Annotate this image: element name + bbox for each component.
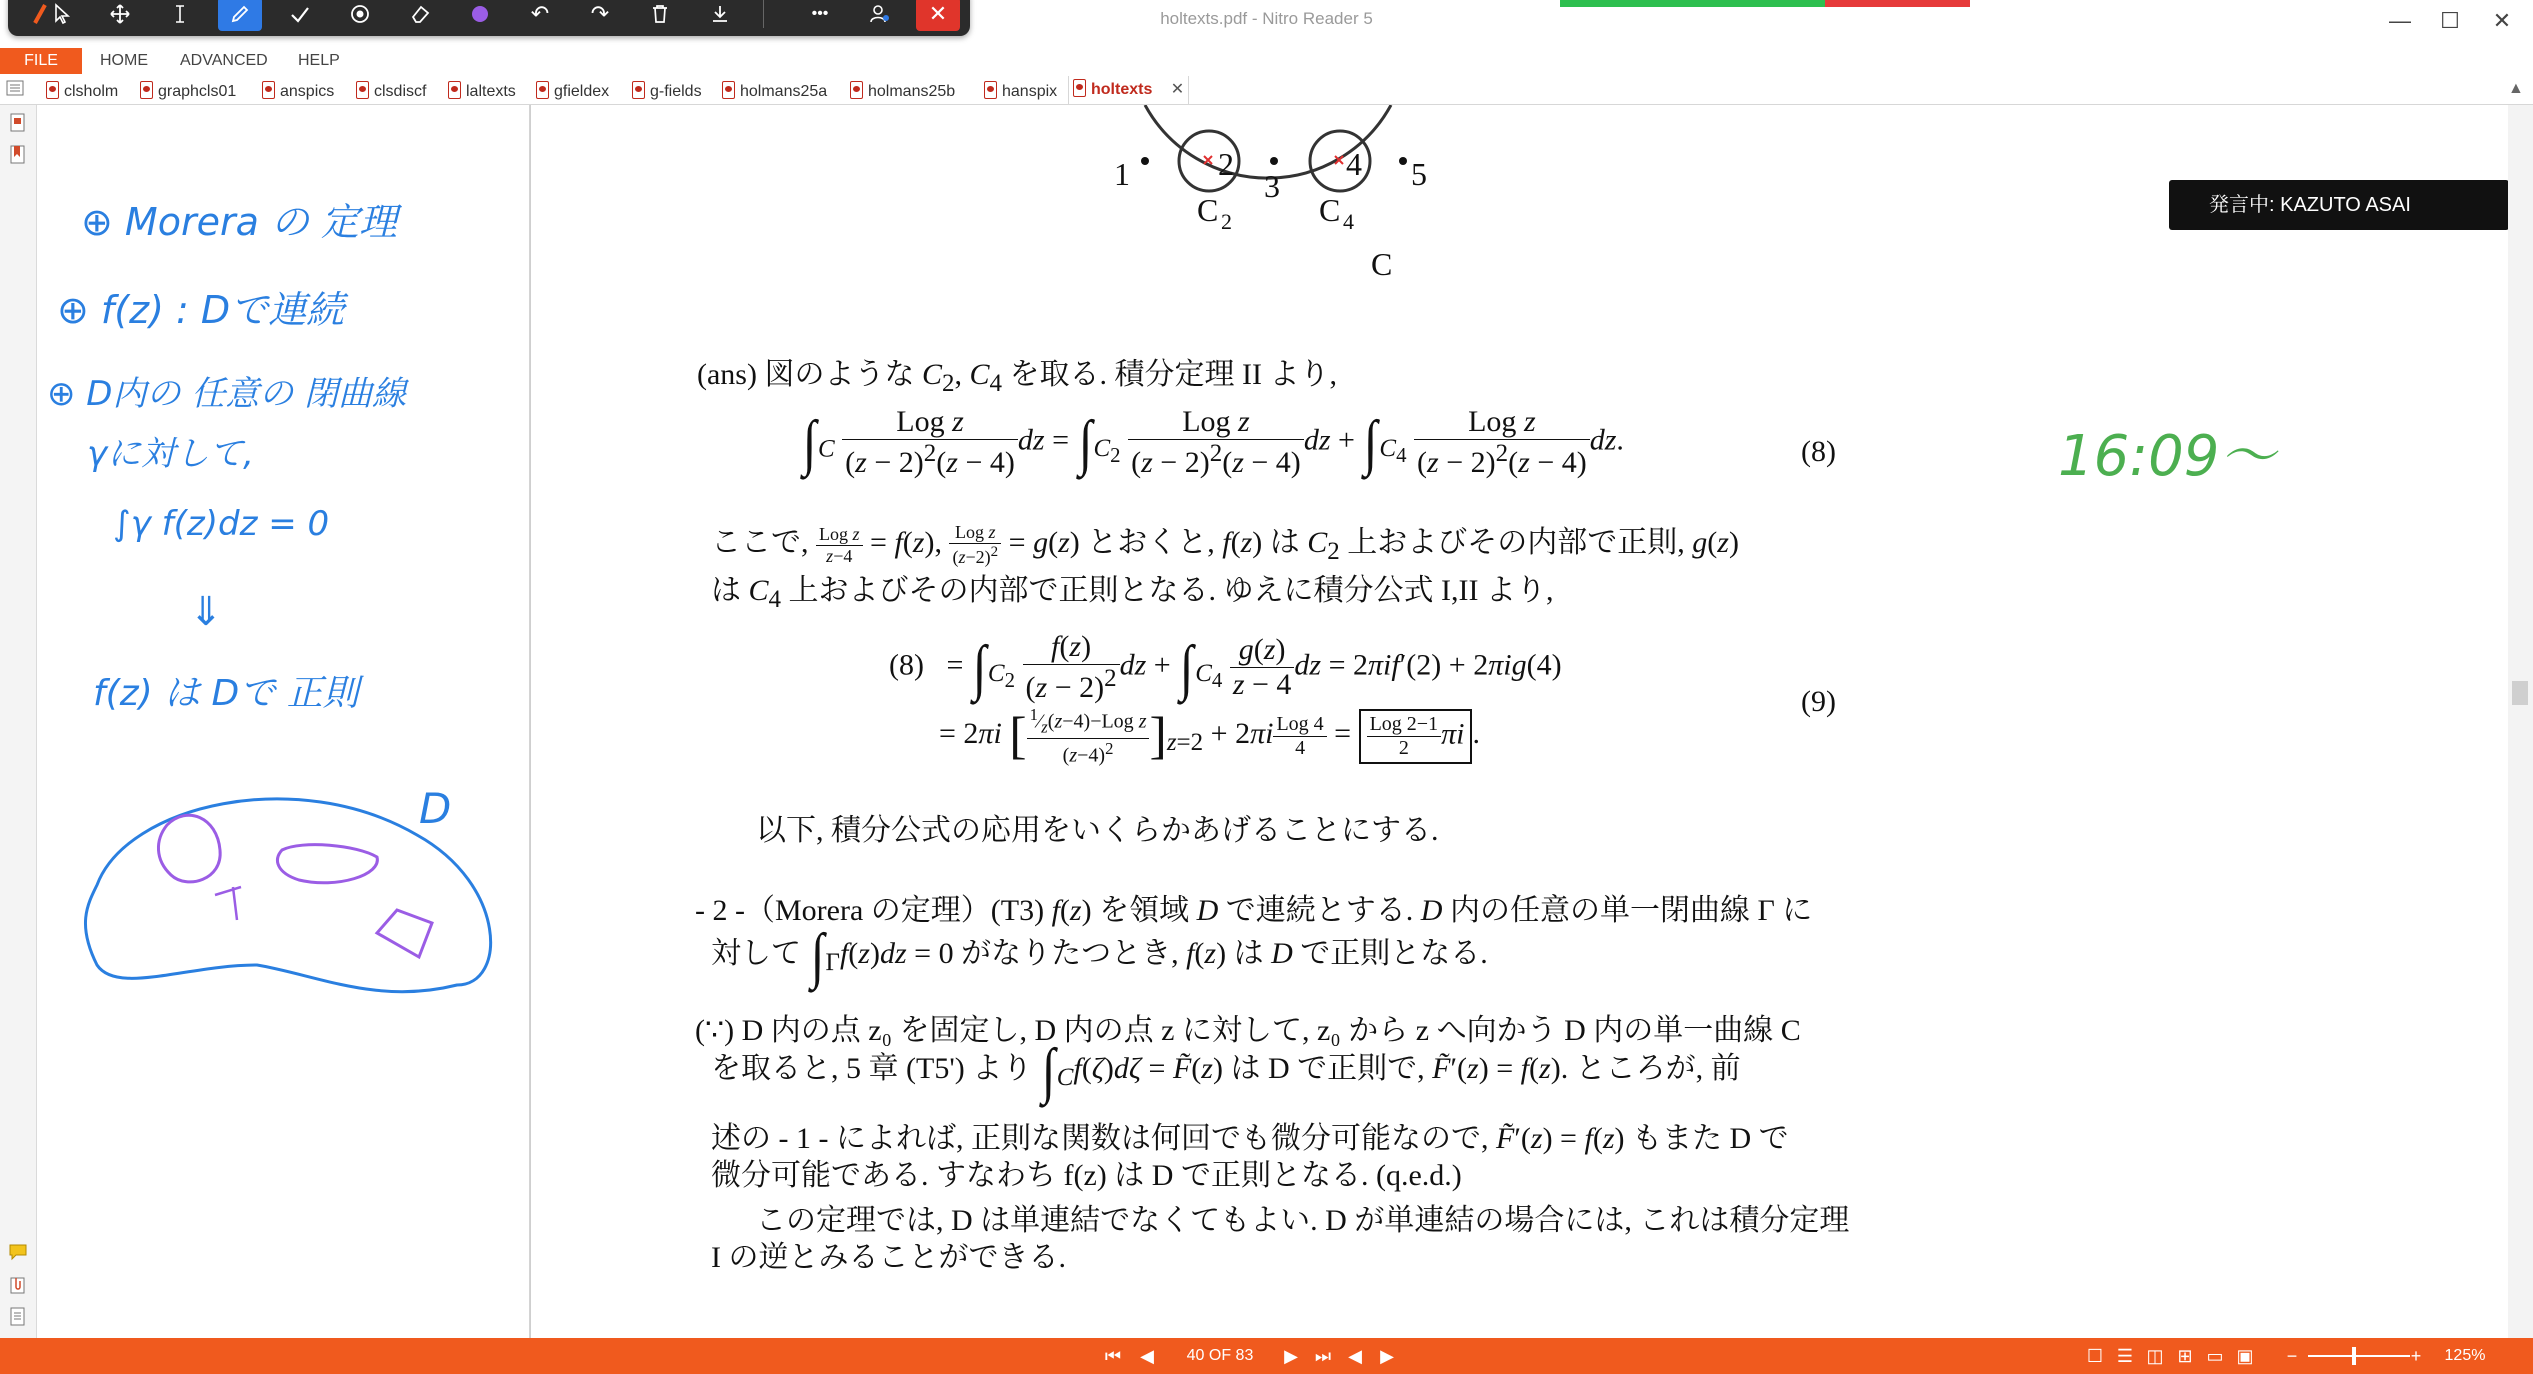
annotation-toolbar [8, 0, 970, 36]
tab-holtexts[interactable]: holtexts ✕ [1068, 76, 1189, 104]
tab-clsholm[interactable]: clsholm [46, 78, 118, 102]
next-page-icon[interactable]: ▶ [1284, 1346, 1298, 1366]
move-icon[interactable] [98, 0, 142, 31]
pdf-file-icon [140, 81, 153, 99]
zoom-slider-knob[interactable] [2352, 1347, 2356, 1365]
contour-figure [531, 105, 2018, 295]
equation-8: $\int_C$ $\frac{\text{Log z}}{(z - 2)^2(z - 4)}$ dz = $\int_{C_2}$ $\frac{\text{Log z}}{(z - 2)^2(z - 4)}$ dz + $\int_{C_4}$ $\frac{\text{Log z}}{(z - 2)^2(z - 4)}$ dz. [802, 405, 1624, 479]
close-window-button[interactable]: ✕ [2492, 8, 2512, 33]
status-bar [0, 1338, 2533, 1374]
pdf-page[interactable] [530, 105, 2019, 1338]
color-picker-icon[interactable] [458, 0, 502, 31]
fit-page-icon[interactable]: ▣ [2236, 1346, 2254, 1366]
menu-advanced[interactable]: ADVANCED [180, 52, 268, 69]
hw-line-any-closed-curve: ⊕ D内の 任意の 閉曲線 [47, 374, 407, 414]
handwriting-panel [37, 105, 530, 1338]
back-view-icon[interactable]: ◀ [1348, 1346, 1362, 1366]
tab-overflow-icon[interactable]: ▲ [2508, 80, 2524, 97]
figure-label-5: 5 [1411, 156, 1427, 192]
remark-line1: この定理では, D は単連結でなくてもよい. D が単連結の場合には, これは積分定理 [756, 1204, 1850, 1237]
applications-intro: 以下, 積分公式の応用をいくらかあげることにする. [756, 814, 1439, 847]
hw-region-label: D [419, 784, 452, 833]
previous-page-icon[interactable]: ◀ [1140, 1346, 1154, 1366]
zoom-out-button[interactable]: − [2286, 1346, 2298, 1366]
figure-point-1 [1141, 157, 1149, 165]
equation-9-line1: $(8) = \int_{C_2}$ $\frac{f(z)}{(z - 2)^2}$ dz + $\int_{C_4}$ $\frac{g(z)}{z - 4}$ dz = 2πif′(2) + 2πig(4) [889, 630, 1562, 704]
paragraph-definitions: ここで, $\frac{\text{Log z}}{z-4}$ = f(z), $\frac{\text{Log z}}{(z-2)^2}$ = g(z) とおくと, f(z) は $C_2$ 上およびその内部で正則, g(z) [711, 522, 1739, 568]
hw-hole-2 [278, 845, 378, 883]
hw-hole-3 [377, 910, 432, 957]
text-cursor-icon[interactable] [158, 0, 202, 31]
bookmarks-panel-icon[interactable] [8, 145, 28, 165]
figure-label-4: 4 [1346, 146, 1362, 182]
hw-line-integral-zero: ∫γ f(z)dz = 0 [113, 504, 330, 544]
comments-panel-icon[interactable] [8, 1243, 28, 1263]
tab-g-fields[interactable]: g-fields [632, 78, 702, 102]
tab-close-icon[interactable]: ✕ [1170, 81, 1185, 98]
equation-9-line2: = 2πi [ $\frac{^1⁄_z(z-4)-Log z}{(z-4)^2}$ ]$_{z=2} + 2\pi i$ $\frac{\text{Log 4}}{4}$ = $\frac{\text{Log 2−1}}{2}$ πi . [939, 705, 1480, 767]
facing-view-icon[interactable]: ◫ [2146, 1346, 2164, 1366]
boxed-result: $\frac{\text{Log 2−1}}{2}$ πi [1359, 709, 1473, 764]
equation-8-tag: (8) [1801, 435, 1836, 468]
pdf-file-icon [984, 81, 997, 99]
left-tool-strip [0, 105, 37, 1338]
last-page-icon[interactable]: ⏭ [1314, 1346, 1332, 1366]
single-page-view-icon[interactable]: ☐ [2086, 1346, 2104, 1366]
figure-point-5 [1399, 157, 1407, 165]
maximize-button[interactable]: ☐ [2440, 8, 2460, 33]
figure-label-c4: C [1319, 192, 1341, 228]
forward-view-icon[interactable]: ▶ [1380, 1346, 1394, 1366]
pdf-file-icon [850, 81, 863, 99]
figure-label-c2-sub: 2 [1221, 209, 1232, 234]
tab-anspics[interactable]: anspics [262, 78, 334, 102]
tab-clsdiscf[interactable]: clsdiscf [356, 78, 426, 102]
eraser-icon[interactable] [398, 0, 442, 31]
output-panel-icon[interactable] [8, 1307, 28, 1327]
tab-holmans25a[interactable]: holmans25a [722, 78, 827, 102]
tab-graphcls01[interactable]: graphcls01 [140, 78, 236, 102]
continuous-view-icon[interactable]: ☰ [2116, 1346, 2134, 1366]
hw-time-note: 16:09〜 [2058, 424, 2276, 489]
figure-label-c2: C [1197, 192, 1219, 228]
speaker-banner: 発言中: KAZUTO ASAI [2169, 180, 2509, 230]
proof-line2: を取ると, 5 章 (T5') より $\int_Cf(\zeta)d\zeta$ = F̃(z) は D で正則で, F̃′(z) = f(z). ところが, 前 [711, 1037, 1741, 1105]
select-arrow-icon[interactable] [40, 0, 84, 31]
right-annotation-area [2018, 105, 2516, 1338]
tab-list-icon[interactable] [6, 79, 24, 103]
proof-line4: 微分可能である. すなわち f(z) は D で正則となる. (q.e.d.) [711, 1159, 1462, 1192]
document-tab-bar [0, 74, 2533, 105]
pdf-file-icon [632, 81, 645, 99]
pen-icon[interactable] [218, 0, 262, 31]
download-icon[interactable] [698, 0, 742, 31]
hw-line-continuous: ⊕ f(z) : Dで連続 [57, 288, 345, 332]
hw-line-holomorphic: f(z) は Dで 正則 [93, 673, 359, 714]
scrollbar-thumb[interactable] [2512, 681, 2528, 705]
equation-9-tag: (9) [1801, 685, 1836, 718]
handwriting-canvas [37, 105, 529, 1338]
pdf-file-icon [1073, 79, 1086, 97]
menu-bar [0, 48, 2533, 74]
proof-line3: 述の - 1 - によれば, 正則な関数は何回でも微分可能なので, F̃′(z) = f(z) もまた D で [711, 1122, 1789, 1155]
figure-label-c: C [1371, 246, 1393, 282]
close-toolbar-button[interactable]: ✕ [916, 0, 960, 31]
vertical-scrollbar[interactable] [2508, 105, 2533, 1338]
trash-icon[interactable] [638, 0, 682, 31]
hw-hole-1 [158, 815, 220, 882]
zoom-in-button[interactable]: + [2410, 1346, 2422, 1366]
participant-settings-icon[interactable] [858, 0, 902, 31]
hw-implies-arrow: ⇓ [189, 589, 223, 635]
tab-gfieldex[interactable]: gfieldex [536, 78, 609, 102]
ans-line: (ans) 図のような $C_2$, $C_4$ を取る. 積分定理 II より, [697, 358, 1337, 397]
tab-holmans25b[interactable]: holmans25b [850, 78, 955, 102]
figure-label-3: 3 [1264, 168, 1280, 204]
proof-line1: (∵) D 内の点 z₀ を固定し, D 内の点 z に対して, z₀ から z へ向かう D 内の単一曲線 C [695, 1014, 1801, 1047]
morera-theorem-line2: 対して $\int_\Gamma f(z)dz = 0$ がなりたつとき, f(z) は D で正則となる. [711, 922, 1488, 990]
pdf-file-icon [46, 81, 59, 99]
figure-label-c4-sub: 4 [1343, 209, 1354, 234]
pdf-file-icon [448, 81, 461, 99]
pdf-file-icon [722, 81, 735, 99]
redo-icon[interactable]: ↷ [590, 1, 610, 26]
pdf-file-icon [356, 81, 369, 99]
paragraph-definitions-line2: は $C_4$ 上およびその内部で正則となる. ゆえに積分公式 I,II より, [711, 574, 1554, 613]
undo-icon[interactable]: ↶ [530, 1, 550, 26]
page-counter[interactable]: 40 OF 83 [1186, 1347, 1254, 1364]
call-indicator [1560, 0, 1970, 7]
hw-line-morera: ⊕ Morera の 定理 [81, 200, 398, 244]
morera-theorem-line1: - 2 -（Morera の定理）(T3) f(z) を領域 D で連続とする. D 内の任意の単一閉曲線 Γ に [695, 894, 1813, 927]
laser-pointer-icon[interactable] [338, 0, 382, 31]
remark-line2: I の逆とみることができる. [711, 1241, 1066, 1274]
attachments-panel-icon[interactable] [8, 1275, 28, 1295]
tab-laltexts[interactable]: laltexts [448, 78, 516, 102]
pages-panel-icon[interactable] [8, 113, 28, 133]
hw-small-mark [215, 887, 241, 920]
menu-help[interactable]: HELP [298, 52, 340, 69]
menu-file[interactable]: FILE [0, 48, 82, 74]
figure-point-3 [1270, 157, 1278, 165]
hw-line-for-gamma: γに対して, [87, 434, 254, 474]
window-title: holtexts.pdf - Nitro Reader 5 [1160, 9, 1373, 28]
figure-label-1: 1 [1114, 156, 1130, 192]
continuous-facing-view-icon[interactable]: ⊞ [2177, 1346, 2193, 1366]
pdf-file-icon [262, 81, 275, 99]
minimize-button[interactable]: — [2389, 8, 2411, 33]
first-page-icon[interactable]: ⏮ [1104, 1346, 1122, 1366]
pdf-file-icon [536, 81, 549, 99]
more-options-icon[interactable]: ••• [811, 5, 829, 22]
figure-label-2: 2 [1218, 146, 1234, 182]
fit-width-icon[interactable]: ▭ [2206, 1346, 2224, 1366]
checkmark-icon[interactable] [278, 0, 322, 31]
zoom-level[interactable]: 125% [2444, 1347, 2486, 1364]
menu-home[interactable]: HOME [100, 52, 148, 69]
tab-hanspix[interactable]: hanspix [984, 78, 1057, 102]
zoom-slider[interactable] [2308, 1355, 2410, 1357]
